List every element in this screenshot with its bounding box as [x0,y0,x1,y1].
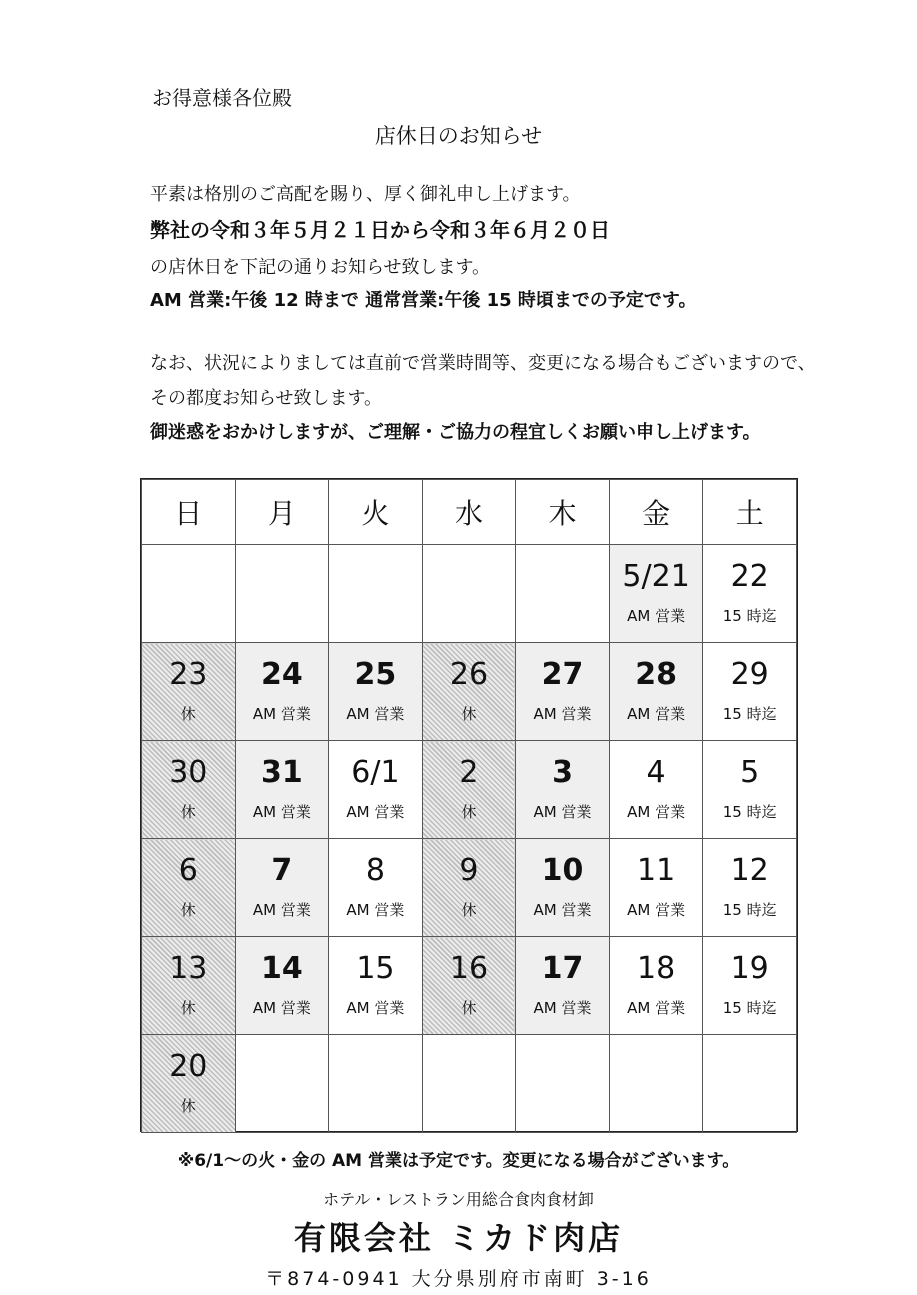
weekday-tue: 火 [329,480,423,545]
day-number: 19 [730,951,769,986]
day-status: 休 [461,803,477,821]
day-number: 16 [449,951,489,986]
day-status: AM 営業 [533,705,592,723]
day-number: 6/1 [351,755,400,790]
day-status: AM 営業 [627,705,686,723]
day-number: 25 [354,657,397,692]
calendar-week-row [142,937,797,1035]
day-status: AM 営業 [346,901,405,919]
day-status: 休 [461,999,477,1017]
calendar-day-cell [422,643,516,741]
calendar-day-cell [516,937,610,1035]
day-status: 休 [180,705,196,723]
body-line-3: の店休日を下記の通りお知らせ致します。 [150,257,491,278]
day-number: 4 [646,755,666,790]
day-status: AM 営業 [346,705,405,723]
day-status: AM 営業 [627,803,686,821]
company-address: 〒874-0941 大分県別府市南町 3-16 [265,1268,652,1290]
calendar-body [142,545,797,1133]
calendar-day-cell [235,643,329,741]
company-name: 有限会社 ミカド肉店 [293,1219,624,1257]
company-tagline: ホテル・レストラン用総合食肉食材卸 [323,1190,594,1209]
calendar-day-cell [142,741,236,839]
calendar-day-cell [142,1035,236,1133]
calendar-day-cell [142,545,236,643]
day-number: 17 [541,951,584,986]
weekday-header-row [142,480,797,545]
calendar-day-cell [609,741,703,839]
day-number: 6 [178,853,198,888]
day-number: 9 [459,853,479,888]
holiday-calendar [140,478,798,1132]
day-number: 12 [730,853,769,888]
weekday-sun: 日 [142,480,236,545]
day-status: 休 [180,1097,196,1115]
calendar-table [141,479,797,1133]
calendar-day-cell [422,937,516,1035]
calendar-week-row [142,545,797,643]
day-number: 14 [260,951,303,986]
calendar-day-cell [235,545,329,643]
calendar-day-cell [703,741,797,839]
weekday-sat: 土 [703,480,797,545]
calendar-day-cell [329,741,423,839]
day-number: 11 [637,853,676,888]
day-number: 22 [730,559,769,594]
calendar-day-cell [703,839,797,937]
calendar-day-cell [142,643,236,741]
salutation: お得意様各位殿 [152,86,292,110]
day-number: 3 [552,755,573,790]
day-status: AM 営業 [252,901,311,919]
calendar-day-cell [516,741,610,839]
calendar-day-cell [609,1035,703,1133]
day-status: AM 営業 [252,999,311,1017]
calendar-week-row [142,643,797,741]
day-number: 24 [260,657,303,692]
body-line-7: 御迷惑をおかけしますが、ご理解・ご協力の程宜しくお願い申し上げます。 [150,422,761,443]
weekday-thu: 木 [516,480,610,545]
day-number: 15 [356,951,395,986]
calendar-day-cell [329,937,423,1035]
day-status: AM 営業 [346,803,405,821]
body-line-2: 弊社の令和３年５月２１日から令和３年６月２０日 [150,218,610,242]
body-line-6: その都度お知らせ致します。 [150,388,383,409]
calendar-day-cell [703,643,797,741]
calendar-day-cell [422,1035,516,1133]
calendar-week-row [142,839,797,937]
calendar-day-cell [609,545,703,643]
body-line-5: なお、状況によりましては直前で営業時間等、変更になる場合もございますので、 [150,353,816,374]
day-number: 20 [169,1049,208,1084]
calendar-day-cell [329,839,423,937]
day-status: 15 時迄 [722,803,777,821]
calendar-day-cell [329,643,423,741]
notice-title: 店休日のお知らせ [374,124,543,148]
day-status: AM 営業 [627,999,686,1017]
day-number: 26 [449,657,489,692]
day-status: 休 [461,901,477,919]
calendar-day-cell [422,741,516,839]
day-number: 8 [365,853,385,888]
calendar-day-cell [609,937,703,1035]
calendar-day-cell [235,839,329,937]
day-status: AM 営業 [252,803,311,821]
calendar-day-cell [422,839,516,937]
day-status: 休 [461,705,477,723]
day-number: 13 [169,951,208,986]
calendar-day-cell [516,1035,610,1133]
day-status: AM 営業 [533,901,592,919]
day-number: 27 [541,657,584,692]
body-line-4: AM 営業:午後 12 時まで 通常営業:午後 15 時頃までの予定です。 [150,290,697,311]
calendar-day-cell [516,839,610,937]
day-status: AM 営業 [533,999,592,1017]
weekday-mon: 月 [235,480,329,545]
day-number: 28 [635,657,677,692]
day-number: 5/21 [622,559,690,594]
day-status: AM 営業 [346,999,405,1017]
calendar-day-cell [235,741,329,839]
calendar-day-cell [703,545,797,643]
calendar-day-cell [703,1035,797,1133]
day-status: AM 営業 [627,607,686,625]
calendar-day-cell [235,937,329,1035]
day-status: 休 [180,803,196,821]
calendar-day-cell [516,643,610,741]
day-number: 29 [730,657,769,692]
weekday-fri: 金 [609,480,703,545]
day-number: 7 [271,853,293,888]
day-status: 15 時迄 [722,999,777,1017]
calendar-day-cell [235,1035,329,1133]
day-number: 30 [169,755,208,790]
calendar-day-cell [142,839,236,937]
calendar-day-cell [609,839,703,937]
day-status: AM 営業 [533,803,592,821]
day-status: 15 時迄 [722,607,777,625]
day-number: 10 [541,853,584,888]
body-line-1: 平素は格別のご高配を賜り、厚く御礼申し上げます。 [150,184,581,205]
calendar-day-cell [609,643,703,741]
day-status: AM 営業 [252,705,311,723]
day-number: 5 [740,755,760,790]
day-status: 休 [180,901,196,919]
day-number: 23 [169,657,208,692]
day-number: 31 [260,755,303,790]
day-number: 2 [459,755,479,790]
calendar-day-cell [142,937,236,1035]
day-number: 18 [637,951,676,986]
day-status: 休 [180,999,196,1017]
day-status: 15 時迄 [722,901,777,919]
weekday-wed: 水 [422,480,516,545]
calendar-day-cell [422,545,516,643]
calendar-day-cell [329,1035,423,1133]
day-status: AM 営業 [627,901,686,919]
calendar-week-row [142,741,797,839]
calendar-day-cell [516,545,610,643]
calendar-day-cell [329,545,423,643]
day-status: 15 時迄 [722,705,777,723]
calendar-week-row [142,1035,797,1133]
footnote: ※6/1～の火・金の AM 営業は予定です。変更になる場合がございます。 [177,1151,740,1171]
calendar-day-cell [703,937,797,1035]
